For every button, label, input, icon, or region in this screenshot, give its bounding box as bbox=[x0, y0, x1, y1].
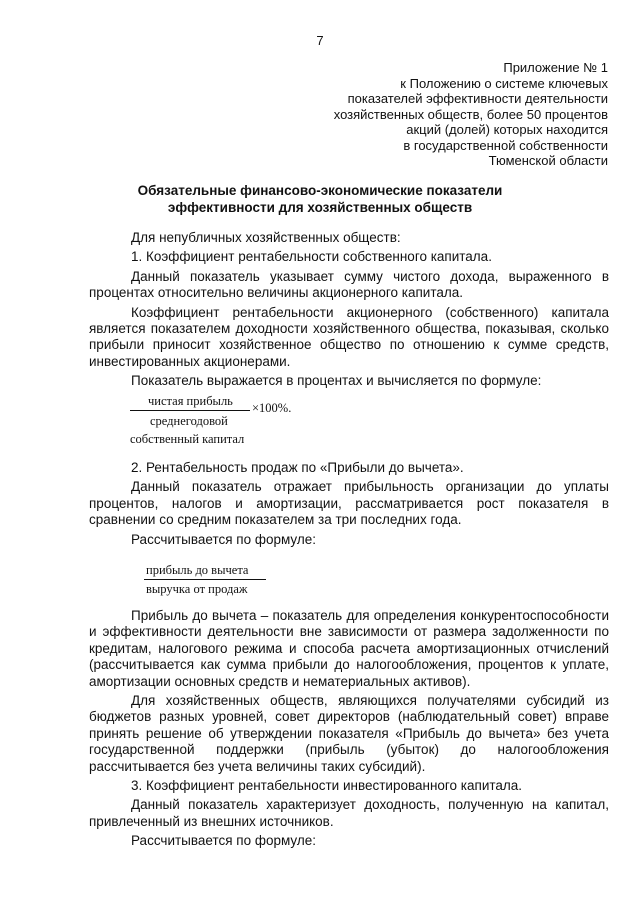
item-1-heading: 1. Коэффициент рентабельности собственного капитала. bbox=[131, 249, 492, 265]
item-2-paragraph: Рассчитывается по формуле: bbox=[131, 531, 317, 547]
title-line: Обязательные финансово-экономические показатели bbox=[137, 183, 503, 198]
item-1-paragraph: Данный показатель указывает сумму чистого дохода, выраженного в процентах относительно величины акционерного капитала. bbox=[89, 268, 609, 301]
fraction-bar bbox=[144, 579, 266, 580]
appendix-line: в государственной собственности bbox=[403, 137, 608, 153]
subsidy-paragraph: Для хозяйственных обществ, являющихся получателями субсидий из бюджетов разных уровней, совет директоров (наблюдательный совет) вправе принять решение об утверждении показателя «Прибыль до вычета» без учета государственной поддержки (прибыль (убыток) до налогообложения рассчитывается без учета величины таких субсидий). bbox=[89, 693, 609, 774]
appendix-line: к Положению о системе ключевых bbox=[400, 75, 608, 91]
formula-roe bbox=[128, 394, 348, 454]
page-number: 7 bbox=[316, 33, 324, 48]
formula-multiplier: ×100%. bbox=[252, 401, 292, 415]
item-2-heading: 2. Рентабельность продаж по «Прибыли до вычета». bbox=[131, 460, 464, 475]
item-3-heading: 3. Коэффициент рентабельности инвестированного капитала. bbox=[131, 778, 523, 794]
section-3 bbox=[89, 608, 609, 850]
formula-denominator: собственный капитал bbox=[130, 432, 245, 446]
appendix-header bbox=[278, 60, 608, 169]
item-2-paragraph: Данный показатель отражает прибыльность организации до уплаты процентов, налогов и амортизации, рассматривается рост показателя в сравнении со средним показателем за три последних года. bbox=[89, 479, 609, 528]
item-1-paragraph: Показатель выражается в процентах и вычисляется по формуле: bbox=[131, 373, 542, 389]
formula-denominator: среднегодовой bbox=[150, 414, 228, 428]
section-1 bbox=[89, 230, 609, 390]
appendix-line: хозяйственных обществ, более 50 процентов bbox=[333, 106, 608, 122]
intro-paragraph: Для непубличных хозяйственных обществ: bbox=[131, 230, 401, 245]
item-1-paragraph: Коэффициент рентабельности акционерного (собственного) капитала является показателем доходности хозяйственного общества, показывая, сколько прибыли приносит хозяйственное общество по отношению к сумме средств, инвестированных акционерами. bbox=[89, 304, 609, 369]
section-2 bbox=[89, 460, 609, 548]
item-3-paragraph: Рассчитывается по формуле: bbox=[131, 833, 317, 849]
formula-numerator: прибыль до вычета bbox=[146, 563, 249, 577]
appendix-line: показателей эффективности деятельности bbox=[347, 91, 608, 106]
title-line: эффективности для хозяйственных обществ bbox=[167, 200, 473, 215]
formula-denominator: выручка от продаж bbox=[146, 582, 248, 596]
appendix-line: акций (долей) которых находится bbox=[406, 122, 608, 137]
profit-definition-paragraph: Прибыль до вычета – показатель для определения конкурентоспособности и эффективности деятельности вне зависимости от размера задолженности по кредитам, налогового режима и способа расчета амортизационных отчислений (рассчитывается как сумма прибыли до налогообложения, процентов к уплате, амортизации основных средств и нематериальных активов). bbox=[89, 608, 609, 689]
fraction-bar bbox=[130, 410, 250, 411]
appendix-line: Приложение № 1 bbox=[503, 60, 608, 75]
document-title bbox=[60, 182, 580, 216]
formula-profit-margin bbox=[144, 563, 284, 599]
appendix-line: Тюменской области bbox=[488, 153, 608, 168]
item-3-paragraph: Данный показатель характеризует доходность, полученную на капитал, привлеченный из внешних источников. bbox=[89, 797, 609, 829]
formula-numerator: чистая прибыль bbox=[148, 394, 233, 408]
